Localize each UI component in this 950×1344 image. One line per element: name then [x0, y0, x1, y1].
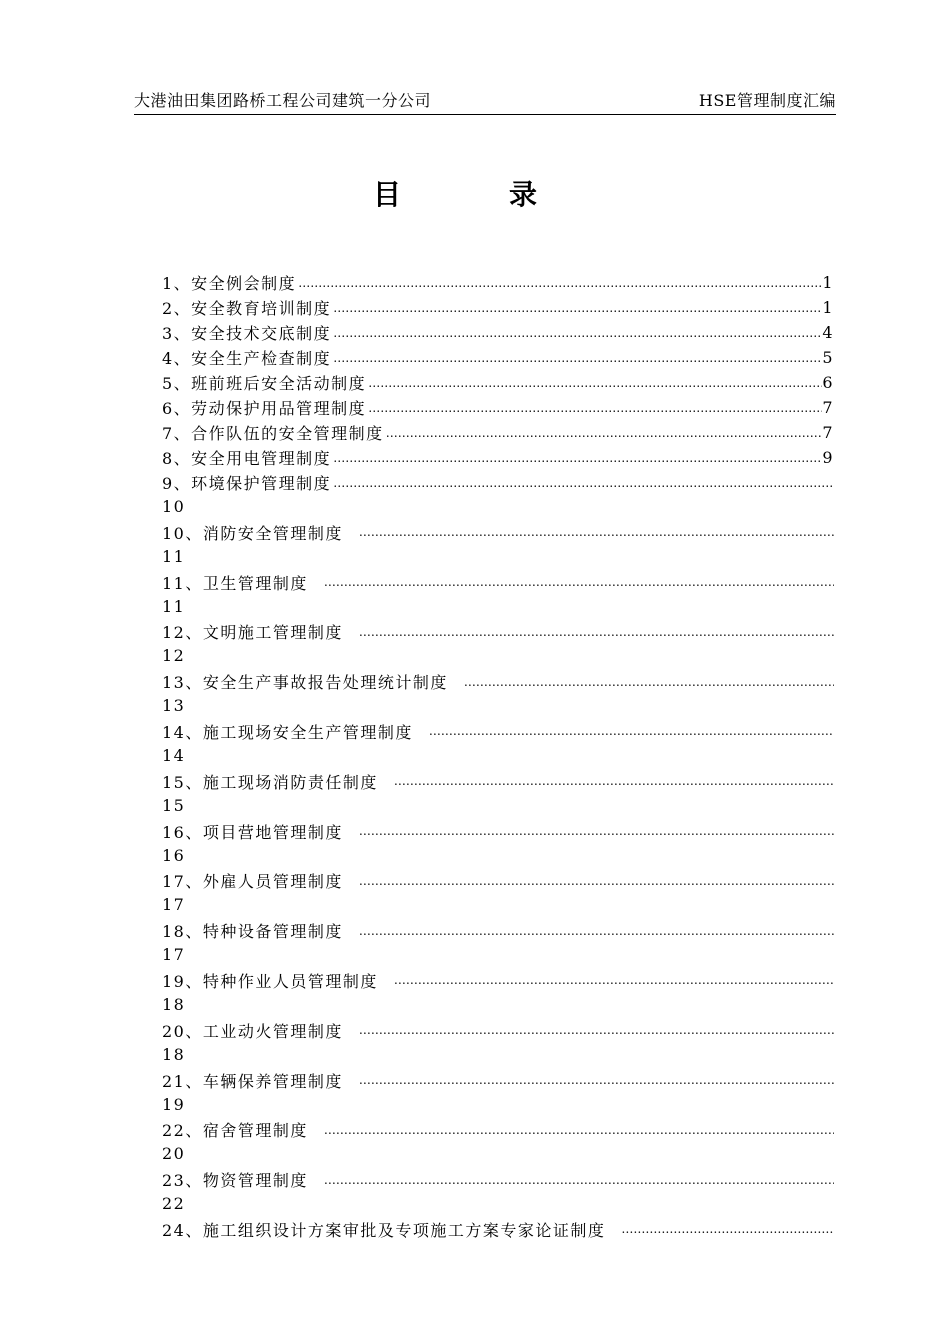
- toc-entry-label: 8、安全用电管理制度: [162, 449, 332, 468]
- header-company: 大港油田集团路桥工程公司建筑一分公司: [134, 91, 432, 110]
- toc-entry-page: 4: [822, 323, 834, 342]
- leader-dots: [322, 1123, 834, 1137]
- leader-dots: [366, 401, 822, 415]
- toc-entry[interactable]: [162, 769, 834, 819]
- table-of-contents: [162, 270, 834, 1242]
- toc-entry-page: 12: [162, 646, 186, 666]
- leader-dots: [619, 1222, 834, 1236]
- toc-entry-page: 18: [162, 1044, 186, 1064]
- toc-entry-label: 20、工业动火管理制度: [162, 1021, 343, 1041]
- toc-entry[interactable]: [162, 270, 834, 295]
- toc-entry-page: 18: [162, 994, 186, 1014]
- leader-dots: [357, 924, 834, 938]
- toc-entry-page: 16: [162, 845, 186, 865]
- toc-entry-page: 6: [822, 373, 834, 392]
- toc-entry-label: 1、安全例会制度: [162, 274, 297, 293]
- toc-entry-label: 19、特种作业人员管理制度: [162, 971, 378, 991]
- toc-entry[interactable]: [162, 345, 834, 370]
- toc-entry-page: 1: [822, 298, 834, 317]
- toc-entry-label: 9、环境保护管理制度: [162, 474, 332, 493]
- toc-entry[interactable]: [162, 819, 834, 869]
- toc-entry-page: 11: [162, 596, 186, 616]
- toc-entry-label: 21、车辆保养管理制度: [162, 1071, 343, 1091]
- toc-entry-page: 19: [162, 1094, 186, 1114]
- leader-dots: [331, 326, 822, 340]
- toc-entry-label: 10、消防安全管理制度: [162, 523, 343, 543]
- toc-entry-label: 23、物资管理制度: [162, 1171, 308, 1191]
- toc-entry-page: 7: [822, 423, 834, 442]
- toc-entry-label: 5、班前班后安全活动制度: [162, 374, 367, 393]
- leader-dots: [357, 625, 834, 639]
- toc-entry-page: 9: [822, 448, 834, 467]
- toc-entry[interactable]: [162, 619, 834, 669]
- leader-dots: [392, 774, 834, 788]
- leader-dots: [427, 724, 834, 738]
- leader-dots: [322, 1173, 834, 1187]
- toc-entry-label: 18、特种设备管理制度: [162, 922, 343, 942]
- page-title: 目 录: [372, 178, 577, 211]
- toc-entry[interactable]: [162, 1018, 834, 1068]
- toc-entry[interactable]: [162, 370, 834, 395]
- toc-entry-page: 13: [162, 696, 186, 716]
- leader-dots: [357, 874, 834, 888]
- toc-entry[interactable]: [162, 868, 834, 918]
- toc-entry-page: 22: [162, 1194, 186, 1214]
- toc-entry[interactable]: [162, 295, 834, 320]
- leader-dots: [331, 351, 822, 365]
- toc-entry[interactable]: [162, 1117, 834, 1167]
- toc-entry-page: 17: [162, 945, 186, 965]
- toc-entry-label: 6、劳动保护用品管理制度: [162, 399, 367, 418]
- toc-entry[interactable]: [162, 420, 834, 445]
- toc-entry[interactable]: [162, 1068, 834, 1118]
- toc-entry-page: 15: [162, 795, 186, 815]
- toc-entry-page: 7: [822, 398, 834, 417]
- toc-entry[interactable]: [162, 669, 834, 719]
- toc-entry[interactable]: [162, 570, 834, 620]
- toc-entry-label: 13、安全生产事故报告处理统计制度: [162, 673, 448, 693]
- leader-dots: [357, 1073, 834, 1087]
- page-header: [134, 88, 836, 115]
- header-doc-title: HSE管理制度汇编: [698, 91, 836, 110]
- leader-dots: [366, 376, 822, 390]
- toc-entry[interactable]: [162, 918, 834, 968]
- leader-dots: [462, 675, 834, 689]
- toc-entry[interactable]: [162, 968, 834, 1018]
- leader-dots: [357, 824, 834, 838]
- toc-entry-label: 22、宿舍管理制度: [162, 1121, 308, 1141]
- toc-entry-label: 16、项目营地管理制度: [162, 822, 343, 842]
- toc-entry-label: 24、施工组织设计方案审批及专项施工方案专家论证制度: [162, 1220, 606, 1240]
- leader-dots: [331, 451, 822, 465]
- toc-entry-label: 15、施工现场消防责任制度: [162, 772, 378, 792]
- toc-entry-page: 14: [162, 745, 186, 765]
- toc-entry-label: 12、文明施工管理制度: [162, 623, 343, 643]
- toc-entry[interactable]: [162, 320, 834, 345]
- toc-entry-label: 11、卫生管理制度: [162, 573, 308, 593]
- toc-entry-page: 1: [822, 273, 834, 292]
- toc-entry[interactable]: [162, 395, 834, 420]
- toc-entry[interactable]: [162, 1167, 834, 1217]
- leader-dots: [392, 973, 834, 987]
- toc-entry-page: 17: [162, 895, 186, 915]
- toc-entry-label: 7、合作队伍的安全管理制度: [162, 424, 384, 443]
- leader-dots: [331, 301, 822, 315]
- toc-entry[interactable]: [162, 1217, 834, 1242]
- leader-dots: [357, 1023, 834, 1037]
- toc-entry-page: 10: [162, 497, 186, 516]
- toc-entry-page: 5: [822, 348, 834, 367]
- toc-entry-page: 11: [162, 546, 186, 566]
- leader-dots: [296, 276, 822, 290]
- toc-entry[interactable]: [162, 470, 834, 520]
- leader-dots: [357, 525, 834, 539]
- toc-entry[interactable]: [162, 520, 834, 570]
- toc-entry-page: 20: [162, 1144, 186, 1164]
- toc-entry-label: 3、安全技术交底制度: [162, 324, 332, 343]
- leader-dots: [384, 426, 823, 440]
- toc-entry-label: 17、外雇人员管理制度: [162, 872, 343, 892]
- toc-entry-label: 14、施工现场安全生产管理制度: [162, 722, 413, 742]
- toc-entry[interactable]: [162, 719, 834, 769]
- toc-entry-label: 4、安全生产检查制度: [162, 349, 332, 368]
- toc-entry-label: 2、安全教育培训制度: [162, 299, 332, 318]
- leader-dots: [331, 476, 834, 490]
- toc-entry[interactable]: [162, 445, 834, 470]
- leader-dots: [322, 575, 834, 589]
